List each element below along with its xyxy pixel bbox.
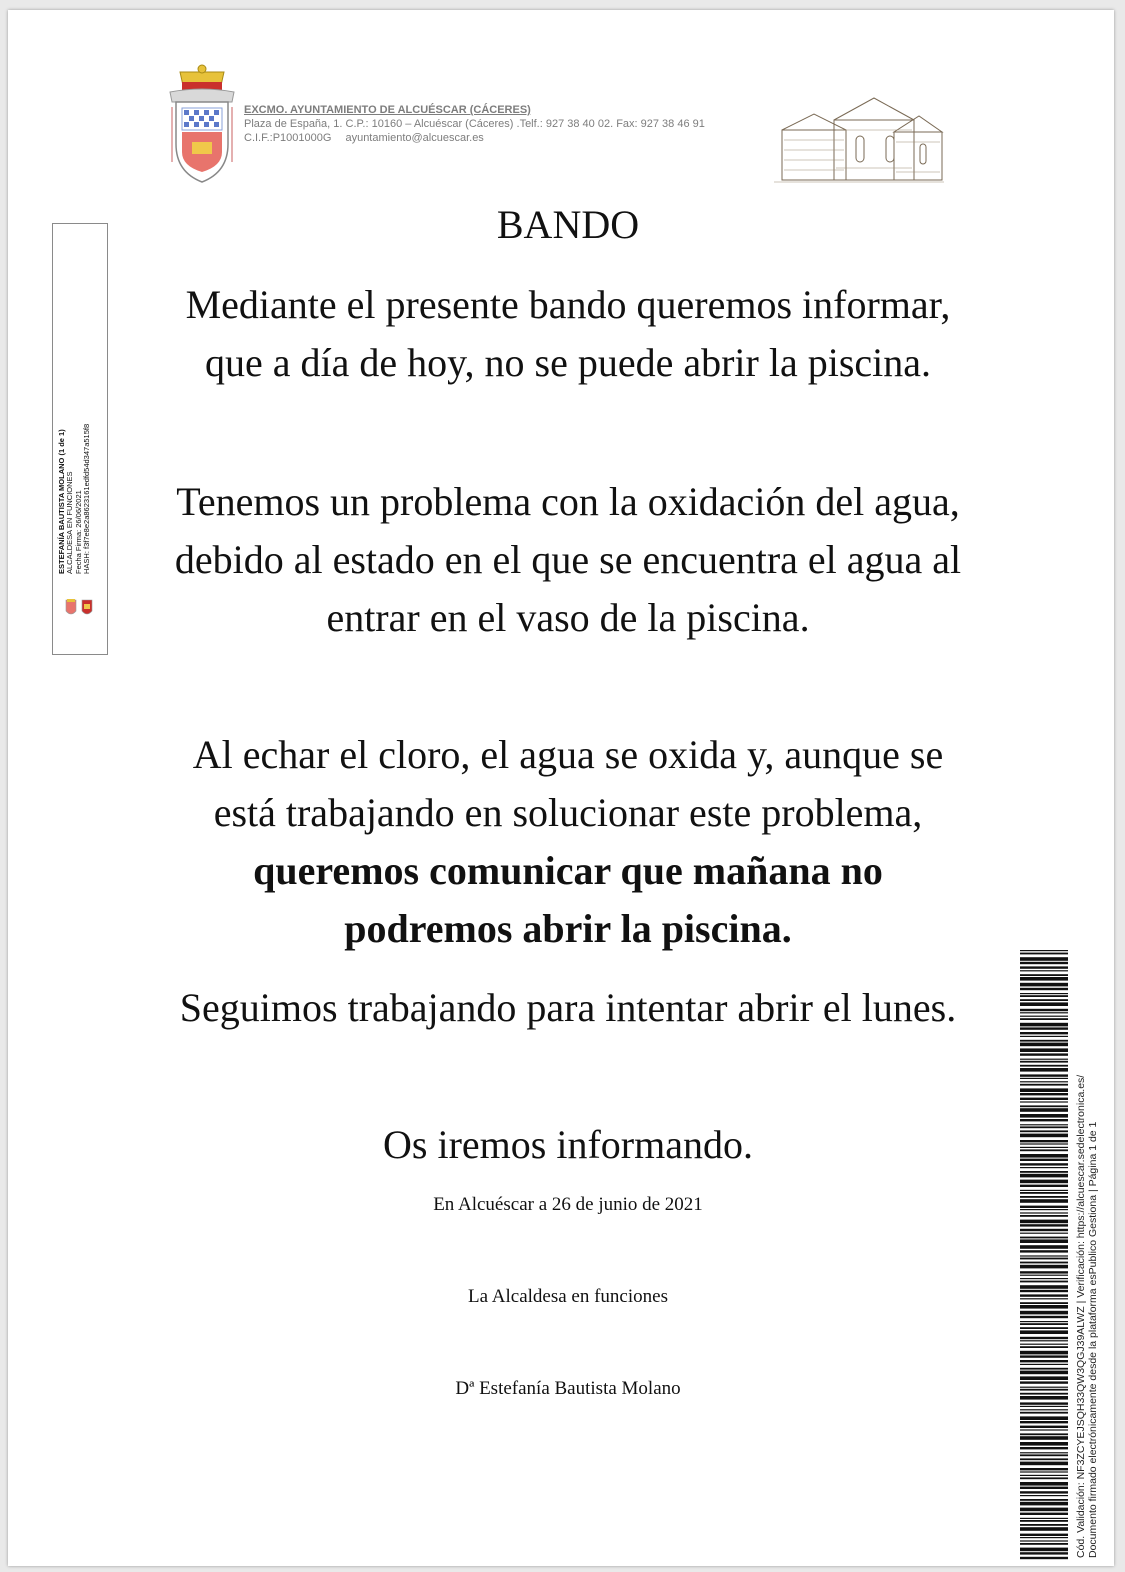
signer-name: Dª Estefanía Bautista Molano <box>455 1378 681 1399</box>
date-line: En Alcuéscar a 26 de junio de 2021 <box>433 1194 703 1215</box>
church-illustration-icon <box>774 92 944 187</box>
signer-role: La Alcaldesa en funciones <box>468 1286 668 1307</box>
paragraph-4: Seguimos trabajando para intentar abrir el lunes. <box>179 985 957 1030</box>
stamp-crest-icon <box>62 597 96 619</box>
signature-stamp <box>52 223 108 655</box>
validation-code: Cód. Validación: NF3ZCYEJSQH33QW3QGJ39ALWZ | Verificación: https://alcuescar.sedelectronica.es/ <box>1075 1074 1087 1558</box>
stamp-signer: ESTEFANÍA BAUTISTA MOLANO (1 de 1) <box>57 429 66 574</box>
signature-stamp-text <box>58 424 92 574</box>
letterhead-cif: C.I.F.:P1001000G <box>244 132 332 144</box>
paragraph-1: Mediante el presente bando queremos informar, que a día de hoy, no se puede abrir la piscina. <box>185 282 951 385</box>
validation-platform: Documento firmado electrónicamente desde la plataforma esPublico Gestiona | Página 1 de 1 <box>1087 1121 1099 1558</box>
validation-footer <box>1075 1075 1099 1558</box>
barcode-icon <box>1020 950 1068 1560</box>
stamp-hash: HASH: f3f7e8e2a8623161edfd54d347a515f8 <box>82 423 92 574</box>
paragraph-5: Os iremos informando. <box>383 1122 753 1167</box>
letterhead-organization: EXCMO. AYUNTAMIENTO DE ALCUÉSCAR (CÁCERES) <box>244 104 531 116</box>
letterhead-email: ayuntamiento@alcuescar.es <box>345 132 484 144</box>
letterhead <box>244 103 705 145</box>
document-title: BANDO <box>496 202 640 247</box>
document-page <box>8 10 1114 1566</box>
stamp-role: ALCALDESA EN FUNCIONES <box>65 471 75 574</box>
paragraph-2: Tenemos un problema con la oxidación del agua, debido al estado en el que se encuentra el agua al entrar en el vaso de la piscina. <box>174 479 962 640</box>
paragraph-3 <box>168 726 968 958</box>
coat-of-arms-icon <box>166 62 238 186</box>
stamp-date: Fecha Firma: 26/06/2021 <box>73 490 83 574</box>
paragraph-3-text: Al echar el cloro, el agua se oxida y, aunque se está trabajando en solucionar este problema, <box>192 732 944 835</box>
paragraph-3-emphasis: queremos comunicar que mañana no podremos abrir la piscina. <box>253 848 883 951</box>
letterhead-address: Plaza de España, 1. C.P.: 10160 – Alcuéscar (Cáceres) .Telf.: 927 38 40 02. Fax: 927 38 46 91 <box>244 118 705 130</box>
